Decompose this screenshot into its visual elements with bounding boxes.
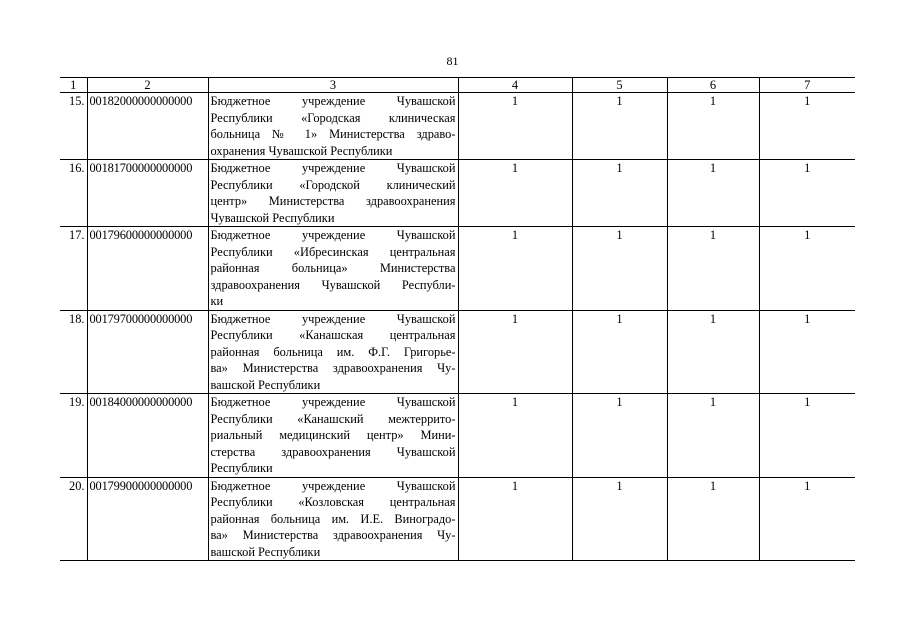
institution-name-line: Республики «Козловская центральная [210, 495, 456, 509]
institution-name-line: Бюджетное учреждение Чувашской [210, 311, 456, 326]
institution-name-line: Республики «Городская клиническая [210, 110, 456, 125]
data-table [60, 77, 855, 561]
row-value-col4: 1 [458, 394, 572, 478]
row-value-col7: 1 [759, 227, 855, 311]
row-value-col4: 1 [458, 93, 572, 160]
institution-name-line: вашской Республики [210, 377, 321, 392]
row-value-col6: 1 [667, 227, 759, 311]
institution-name-line: районная больница» Министерства [210, 261, 456, 275]
row-institution-name [208, 310, 458, 394]
institution-name-line: районная больница им. И.Е. Виноградо- [210, 511, 456, 526]
row-value-col7: 1 [759, 394, 855, 478]
row-number: 19. [60, 394, 87, 478]
row-value-col5: 1 [572, 310, 667, 394]
institution-name-line: Республики «Канашский межтеррито- [210, 411, 456, 426]
row-institution-name [208, 160, 458, 227]
row-code: 00184000000000000 [87, 394, 208, 478]
institution-name-line: Бюджетное учреждение Чувашской [210, 161, 456, 175]
header-cell: 2 [87, 78, 208, 93]
institution-name-line: стерства здравоохранения Чувашской [210, 444, 456, 459]
row-number: 20. [60, 477, 87, 561]
table-row [60, 93, 855, 160]
header-cell: 4 [458, 78, 572, 93]
institution-name-line: вашской Республики [210, 544, 321, 559]
table-row [60, 160, 855, 227]
institution-name-line: ки [210, 294, 224, 308]
row-code: 00179700000000000 [87, 310, 208, 394]
row-value-col5: 1 [572, 394, 667, 478]
row-value-col6: 1 [667, 394, 759, 478]
institution-name-line: Республики [210, 461, 273, 475]
row-value-col5: 1 [572, 227, 667, 311]
row-value-col4: 1 [458, 160, 572, 227]
header-cell: 1 [60, 78, 87, 93]
row-value-col5: 1 [572, 93, 667, 160]
header-cell: 6 [667, 78, 759, 93]
institution-name-line: риальный медицинский центр» Мини- [210, 428, 456, 442]
row-value-col5: 1 [572, 477, 667, 561]
row-value-col7: 1 [759, 93, 855, 160]
row-value-col7: 1 [759, 160, 855, 227]
row-code: 00179900000000000 [87, 477, 208, 561]
institution-name-line: больница № 1» Министерства здраво- [210, 127, 456, 141]
institution-name-line: центр» Министерства здравоохранения [210, 194, 456, 208]
institution-name-line: Бюджетное учреждение Чувашской [210, 478, 456, 493]
table-row [60, 227, 855, 311]
header-row [60, 78, 855, 93]
row-institution-name [208, 93, 458, 160]
row-value-col7: 1 [759, 310, 855, 394]
institution-name-line: Чувашской Республики [210, 210, 335, 225]
institution-name-line: Бюджетное учреждение Чувашской [210, 395, 456, 409]
institution-name-line: Республики «Ибресинская центральная [210, 244, 456, 259]
row-institution-name [208, 394, 458, 478]
row-value-col7: 1 [759, 477, 855, 561]
institution-name-line: районная больница им. Ф.Г. Григорье- [210, 344, 456, 359]
table-row [60, 477, 855, 561]
row-value-col6: 1 [667, 477, 759, 561]
row-value-col6: 1 [667, 160, 759, 227]
row-number: 15. [60, 93, 87, 160]
header-cell: 5 [572, 78, 667, 93]
table-row [60, 394, 855, 478]
institution-name-line: ва» Министерства здравоохранения Чу- [210, 528, 456, 542]
row-code: 00182000000000000 [87, 93, 208, 160]
row-institution-name [208, 227, 458, 311]
institution-name-line: Республики «Канашская центральная [210, 328, 456, 342]
row-number: 16. [60, 160, 87, 227]
row-code: 00179600000000000 [87, 227, 208, 311]
institution-name-line: охранения Чувашской Республики [210, 143, 393, 158]
header-cell: 7 [759, 78, 855, 93]
header-cell: 3 [208, 78, 458, 93]
row-number: 17. [60, 227, 87, 311]
row-value-col4: 1 [458, 310, 572, 394]
institution-name-line: Республики «Городской клинический [210, 177, 456, 192]
row-value-col5: 1 [572, 160, 667, 227]
row-institution-name [208, 477, 458, 561]
institution-name-line: Бюджетное учреждение Чувашской [210, 94, 456, 108]
row-code: 00181700000000000 [87, 160, 208, 227]
table-row [60, 310, 855, 394]
row-value-col6: 1 [667, 93, 759, 160]
row-value-col4: 1 [458, 227, 572, 311]
row-value-col4: 1 [458, 477, 572, 561]
page-number: 81 [446, 54, 459, 68]
row-number: 18. [60, 310, 87, 394]
institution-name-line: ва» Министерства здравоохранения Чу- [210, 361, 456, 375]
row-value-col6: 1 [667, 310, 759, 394]
institution-name-line: здравоохранения Чувашской Республи- [210, 277, 456, 292]
institution-name-line: Бюджетное учреждение Чувашской [210, 228, 456, 242]
